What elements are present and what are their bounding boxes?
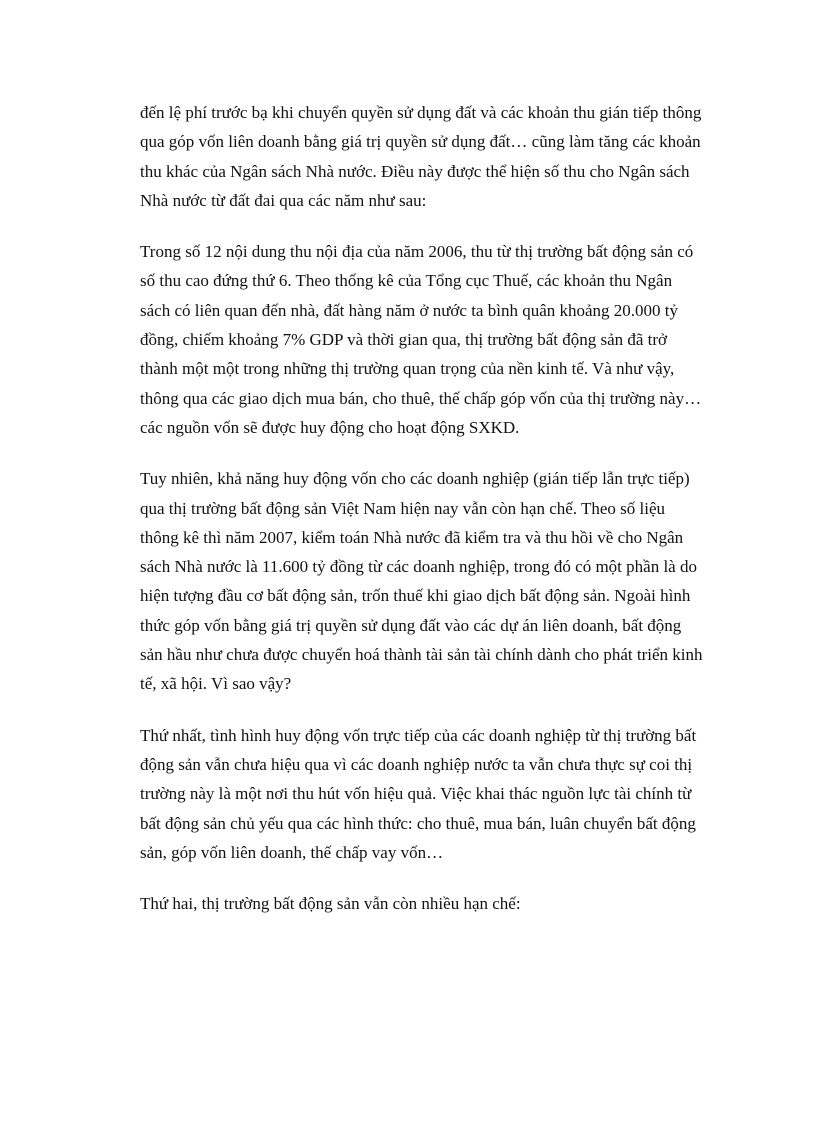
paragraph-2 (140, 237, 720, 442)
paragraph-1 (140, 98, 720, 215)
text-line: số thu cao đứng thứ 6. Theo thống kê của Tổng cục Thuế, các khoản thu Ngân (140, 271, 673, 291)
document-body (140, 98, 720, 940)
text-line: Thứ hai, thị trường bất động sản vẫn còn nhiều hạn chế: (140, 894, 521, 914)
text-line: đồng, chiếm khoảng 7% GDP và thời gian qua, thị trường bất động sản đã trở (140, 330, 668, 350)
text-line: sách có liên quan đến nhà, đất hàng năm ở nước ta bình quân khoảng 20.000 tỷ (140, 300, 679, 320)
text-line: các nguồn vốn sẽ được huy động cho hoạt động SXKD. (140, 417, 520, 437)
text-line: trường này là một nơi thu hút vốn hiệu quả. Việc khai thác nguồn lực tài chính từ (140, 784, 692, 804)
text-line: Trong số 12 nội dung thu nội địa của năm 2006, thu từ thị trường bất động sản có (140, 242, 694, 262)
text-line: thức góp vốn bằng giá trị quyền sử dụng đất vào các dự án liên doanh, bất động (140, 615, 682, 635)
text-line: hiện tượng đầu cơ bất động sản, trốn thuế khi giao dịch bất động sản. Ngoài hình (140, 586, 691, 606)
text-line: qua góp vốn liên doanh bằng giá trị quyền sử dụng đất… cũng làm tăng các khoản (140, 132, 701, 152)
paragraph-4 (140, 721, 720, 867)
text-line: sách Nhà nước là 11.600 tỷ đồng từ các doanh nghiệp, trong đó có một phần là do (140, 557, 697, 577)
text-line: sản, góp vốn liên doanh, thế chấp vay vốn… (140, 842, 444, 862)
text-line: sản hầu như chưa được chuyển hoá thành tài sản tài chính dành cho phát triển kinh (140, 645, 703, 665)
text-line: thu khác của Ngân sách Nhà nước. Điều này được thể hiện số thu cho Ngân sách (140, 161, 690, 181)
text-line: thành một một trong những thị trường quan trọng của nền kinh tế. Và như vậy, (140, 359, 675, 379)
text-line: bất động sản chủ yếu qua các hình thức: cho thuê, mua bán, luân chuyển bất động (140, 813, 696, 833)
paragraph-5 (140, 889, 720, 918)
text-line: thông kê thì năm 2007, kiểm toán Nhà nước đã kiểm tra và thu hồi về cho Ngân (140, 527, 684, 547)
paragraph-3 (140, 464, 720, 698)
text-line: động sản vẫn chưa hiệu qua vì các doanh nghiệp nước ta vẫn chưa thực sự coi thị (140, 754, 693, 774)
text-line: Nhà nước từ đất đai qua các năm như sau: (140, 190, 427, 210)
text-line: đến lệ phí trước bạ khi chuyển quyền sử dụng đất và các khoản thu gián tiếp thông (140, 103, 702, 122)
text-line: Tuy nhiên, khả năng huy động vốn cho các doanh nghiệp (gián tiếp lẫn trực tiếp) (140, 469, 690, 489)
text-line: qua thị trường bất động sản Việt Nam hiện nay vẫn còn hạn chế. Theo số liệu (140, 498, 666, 518)
text-line: Thứ nhất, tình hình huy động vốn trực tiếp của các doanh nghiệp từ thị trường bất (140, 725, 697, 745)
text-line: thông qua các giao dịch mua bán, cho thuê, thế chấp góp vốn của thị trường này… (140, 388, 702, 408)
text-line: tế, xã hội. Vì sao vậy? (140, 674, 292, 694)
